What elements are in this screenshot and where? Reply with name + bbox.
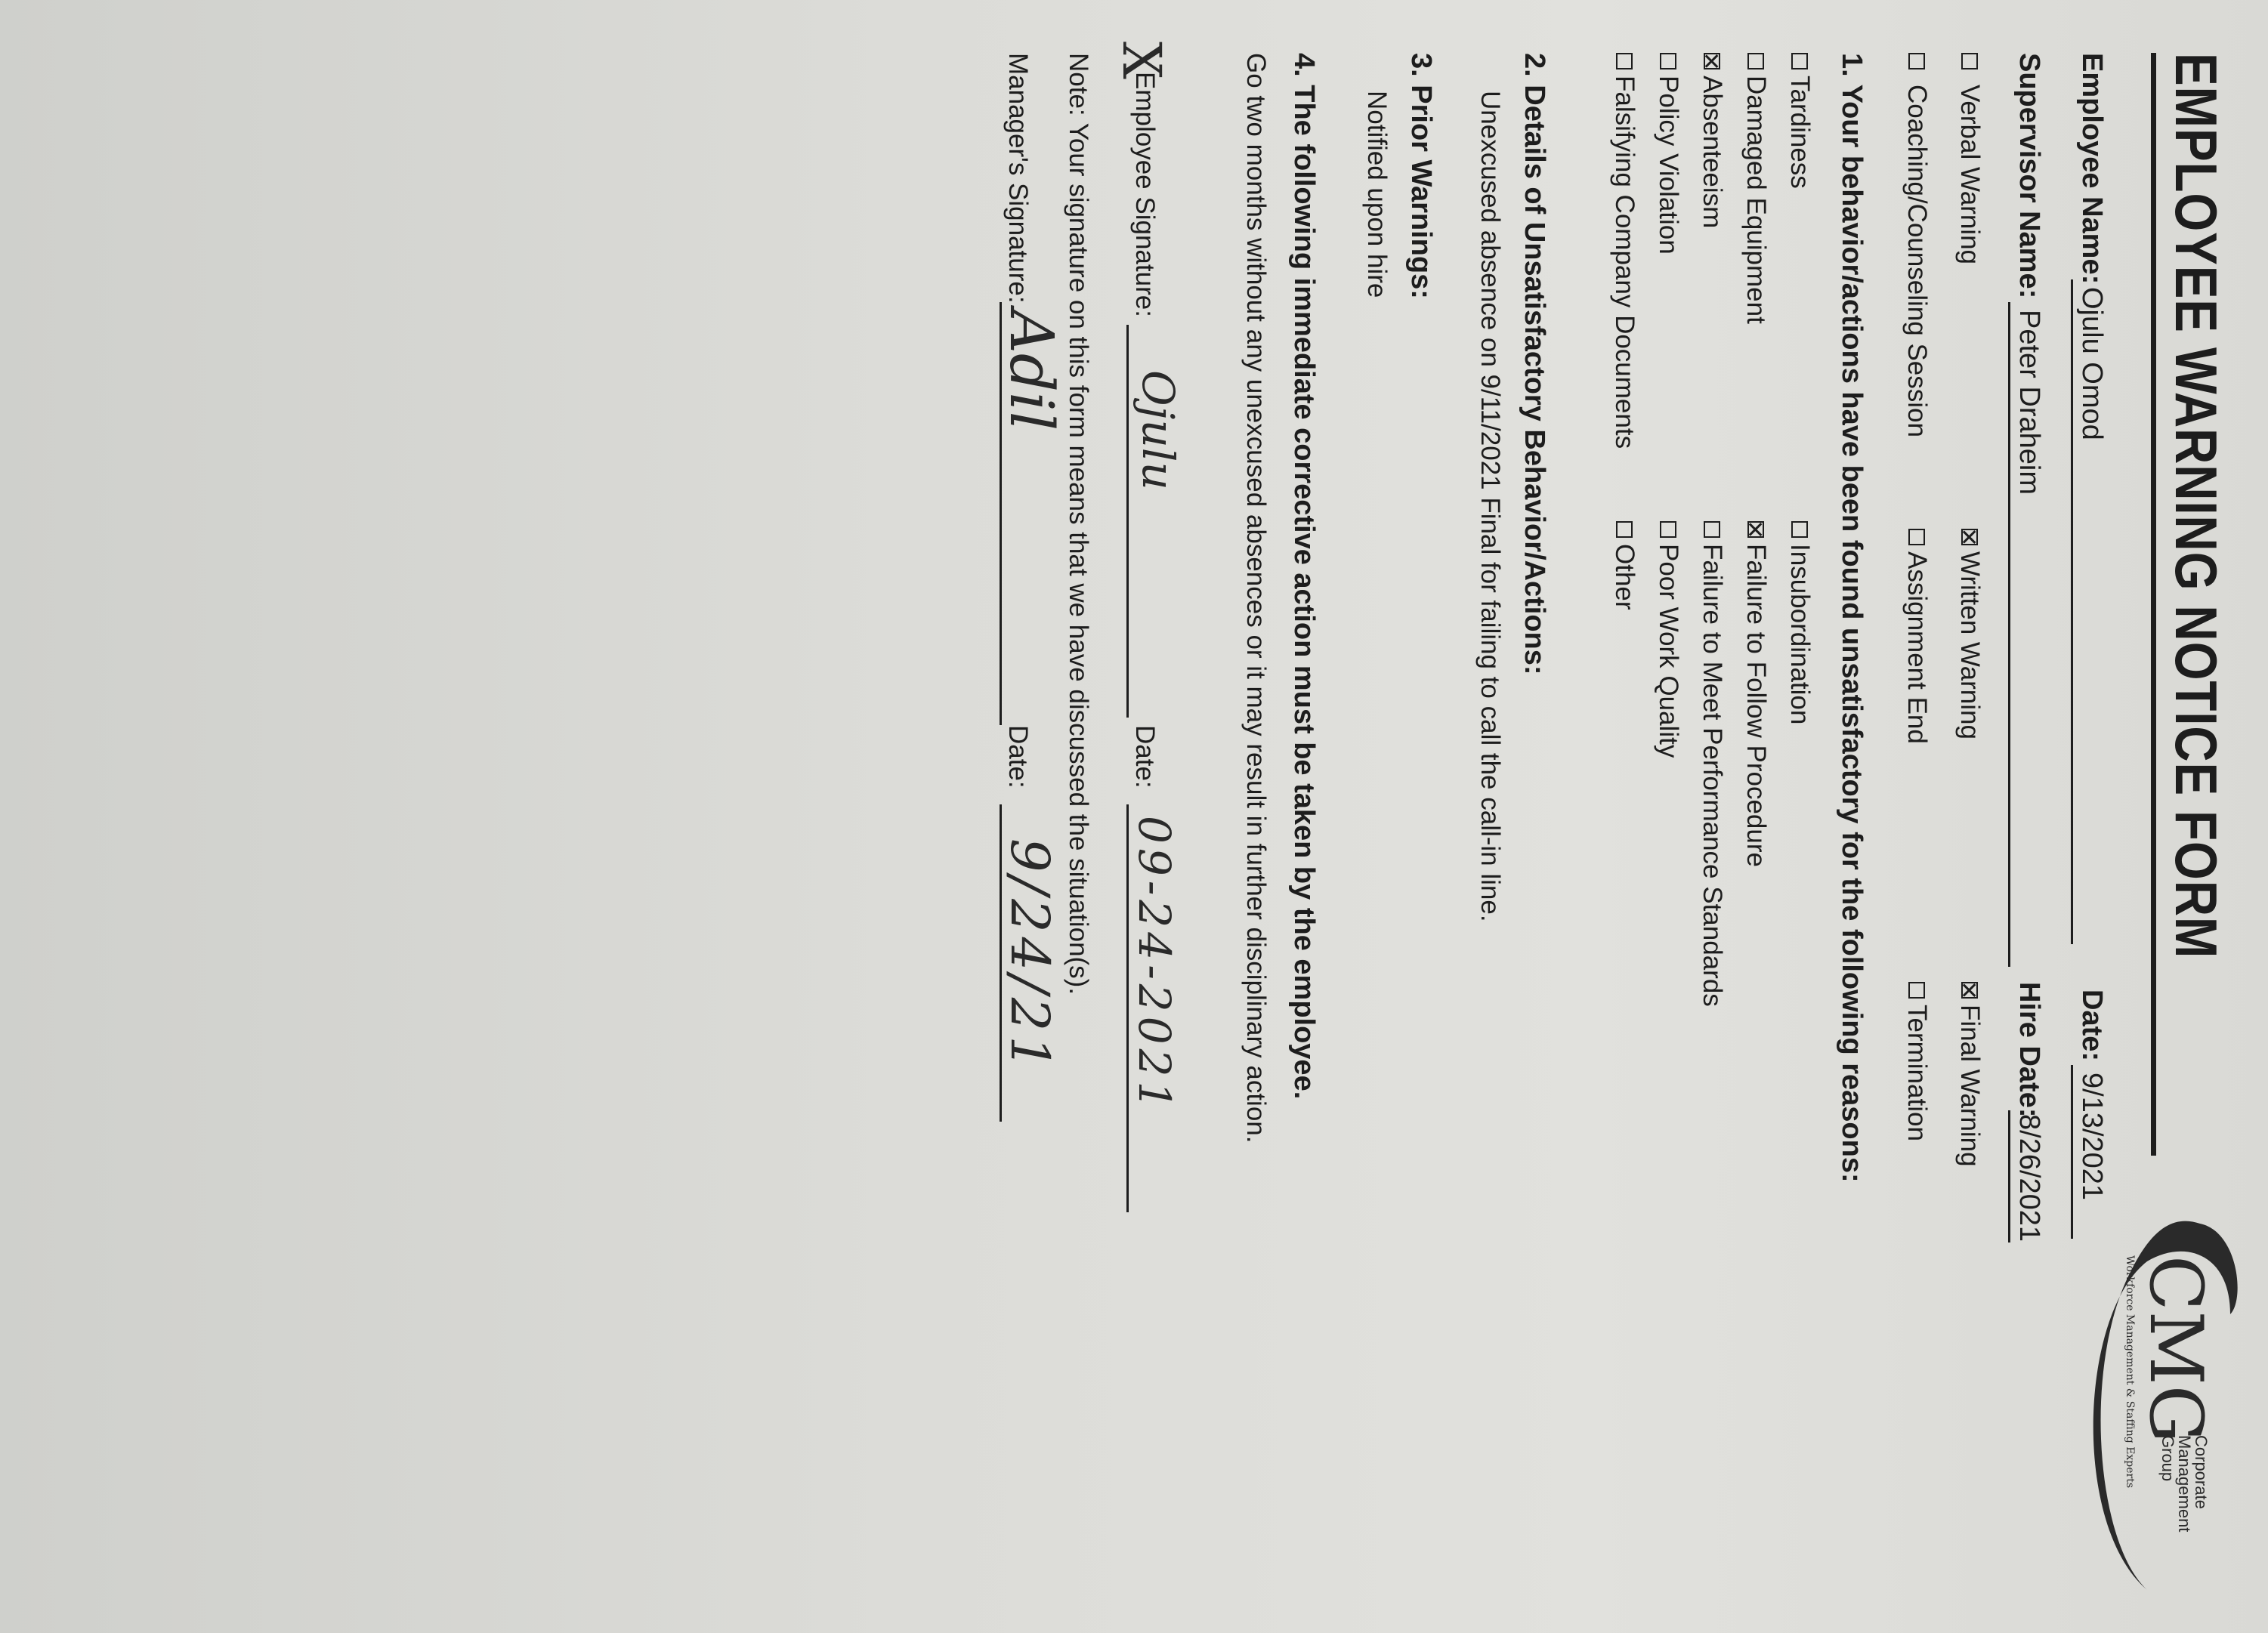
hire-date-value: 8/26/2021 bbox=[2013, 1114, 2045, 1242]
reason-tardiness[interactable] bbox=[1784, 53, 1815, 189]
checkbox-icon[interactable] bbox=[1747, 53, 1764, 69]
checkbox-icon[interactable] bbox=[1660, 521, 1676, 538]
manager-date-label: Date: bbox=[1003, 725, 1033, 789]
checkbox-icon[interactable] bbox=[1908, 982, 1925, 999]
manager-date-handwritten[interactable]: 9/24/21 bbox=[999, 838, 1061, 1074]
warning-option-final[interactable] bbox=[1954, 982, 1985, 1167]
logo-mark: CMG bbox=[2134, 1255, 2218, 1443]
warning-option-verbal[interactable] bbox=[1954, 53, 1985, 264]
reason-label: Failure to Follow Procedure bbox=[1741, 544, 1771, 867]
reason-policy-violation[interactable] bbox=[1653, 53, 1683, 255]
reason-label: Failure to Meet Performance Standards bbox=[1698, 544, 1727, 1007]
section-3-heading: 3. Prior Warnings: bbox=[1405, 53, 1437, 299]
logo-name-line: Management bbox=[2175, 1435, 2194, 1533]
reason-label: Falsifying Company Documents bbox=[1610, 76, 1639, 449]
reason-other[interactable] bbox=[1609, 521, 1639, 610]
date-label: Date: bbox=[2076, 989, 2108, 1062]
reason-failure-to-meet-standards[interactable] bbox=[1697, 521, 1727, 1007]
form-title: EMPLOYEE WARNING NOTICE FORM bbox=[2163, 53, 2229, 959]
option-label: Written Warning bbox=[1955, 551, 1985, 739]
checkbox-icon[interactable] bbox=[1908, 53, 1925, 69]
option-label: Assignment End bbox=[1902, 551, 1932, 744]
employee-name-label: Employee Name: bbox=[2076, 53, 2108, 285]
supervisor-name-value: Peter Draheim bbox=[2013, 310, 2045, 495]
cmg-logo bbox=[2072, 1209, 2245, 1601]
reason-falsifying-documents[interactable] bbox=[1609, 53, 1639, 449]
section-4-details: Go two months without any unexcused absences or it may result in further disciplinary action. bbox=[1241, 53, 1271, 1144]
checked-box-icon[interactable] bbox=[1961, 982, 1978, 999]
reason-label: Damaged Equipment bbox=[1741, 76, 1771, 324]
reason-label: Other bbox=[1610, 544, 1639, 610]
employee-date-label: Date: bbox=[1130, 725, 1160, 789]
reason-label: Policy Violation bbox=[1654, 76, 1683, 255]
reason-label: Poor Work Quality bbox=[1654, 544, 1683, 758]
employee-signature[interactable]: Ojulu bbox=[1132, 370, 1184, 490]
checkbox-icon[interactable] bbox=[1616, 53, 1633, 69]
checkbox-icon[interactable] bbox=[1616, 521, 1633, 538]
warning-option-assignment-end[interactable] bbox=[1902, 529, 1932, 744]
reason-damaged-equipment[interactable] bbox=[1741, 53, 1771, 324]
checkbox-icon[interactable] bbox=[1908, 529, 1925, 545]
employee-signature-label: Employee Signature: bbox=[1130, 72, 1160, 317]
warning-option-coaching[interactable] bbox=[1902, 53, 1932, 437]
date-value: 9/13/2021 bbox=[2076, 1073, 2108, 1201]
checkbox-icon[interactable] bbox=[1791, 53, 1808, 69]
employee-date-handwritten[interactable]: 09-24-2021 bbox=[1129, 816, 1180, 1114]
checked-box-icon[interactable] bbox=[1747, 521, 1764, 538]
checkbox-icon[interactable] bbox=[1704, 521, 1720, 538]
reason-label: Tardiness bbox=[1785, 76, 1815, 189]
logo-name-line: Group bbox=[2158, 1435, 2177, 1482]
reason-insubordination[interactable] bbox=[1784, 521, 1815, 724]
hire-date-label: Hire Date: bbox=[2013, 982, 2045, 1118]
section-3-details: Notified upon hire bbox=[1362, 91, 1392, 298]
checked-box-icon[interactable] bbox=[1704, 53, 1720, 69]
employee-name-value: Ojulu Omod bbox=[2076, 287, 2108, 440]
section-2-details: Unexcused absence on 9/11/2021 Final for failing to call the call-in line. bbox=[1475, 91, 1505, 922]
logo-name bbox=[2159, 1435, 2209, 1532]
option-label: Coaching/Counseling Session bbox=[1902, 85, 1932, 437]
reason-label: Insubordination bbox=[1785, 544, 1815, 725]
section-1-heading: 1. Your behavior/actions have been found unsatisfactory for the following reasons: bbox=[1836, 53, 1868, 1183]
manager-signature[interactable]: Adil bbox=[996, 310, 1067, 431]
employee-signature-line bbox=[1126, 325, 1129, 718]
checkbox-icon[interactable] bbox=[1961, 53, 1978, 69]
reason-absenteeism[interactable] bbox=[1697, 53, 1727, 228]
checkbox-icon[interactable] bbox=[1660, 53, 1676, 69]
warning-option-termination[interactable] bbox=[1902, 982, 1932, 1141]
x-mark: X bbox=[1111, 42, 1173, 79]
supervisor-name-label: Supervisor Name: bbox=[2013, 53, 2045, 299]
hire-date-line bbox=[2008, 1110, 2010, 1242]
reason-poor-work-quality[interactable] bbox=[1653, 521, 1683, 758]
option-label: Verbal Warning bbox=[1955, 85, 1985, 264]
supervisor-name-line bbox=[2008, 302, 2010, 967]
option-label: Final Warning bbox=[1955, 1005, 1985, 1167]
logo-tagline: Workforce Management & Staffing Experts bbox=[2124, 1255, 2136, 1489]
employee-name-line bbox=[2071, 279, 2073, 944]
logo-name-line: Corporate bbox=[2192, 1435, 2211, 1509]
reason-failure-to-follow-procedure[interactable] bbox=[1741, 521, 1771, 867]
title-underline bbox=[2151, 53, 2156, 1156]
option-label: Termination bbox=[1902, 1005, 1932, 1141]
date-line bbox=[2071, 1065, 2073, 1239]
manager-signature-label: Manager's Signature: bbox=[1003, 53, 1033, 304]
checked-box-icon[interactable] bbox=[1961, 529, 1978, 545]
signature-note: Note: Your signature on this form means that we have discussed the situation(s). bbox=[1064, 53, 1093, 996]
warning-option-written[interactable] bbox=[1954, 529, 1985, 739]
checkbox-icon[interactable] bbox=[1791, 521, 1808, 538]
reason-label: Absenteeism bbox=[1698, 76, 1727, 229]
section-4-heading: 4. The following immediate corrective action must be taken by the employee. bbox=[1288, 53, 1320, 1100]
section-2-heading: 2. Details of Unsatisfactory Behavior/Actions: bbox=[1519, 53, 1550, 675]
